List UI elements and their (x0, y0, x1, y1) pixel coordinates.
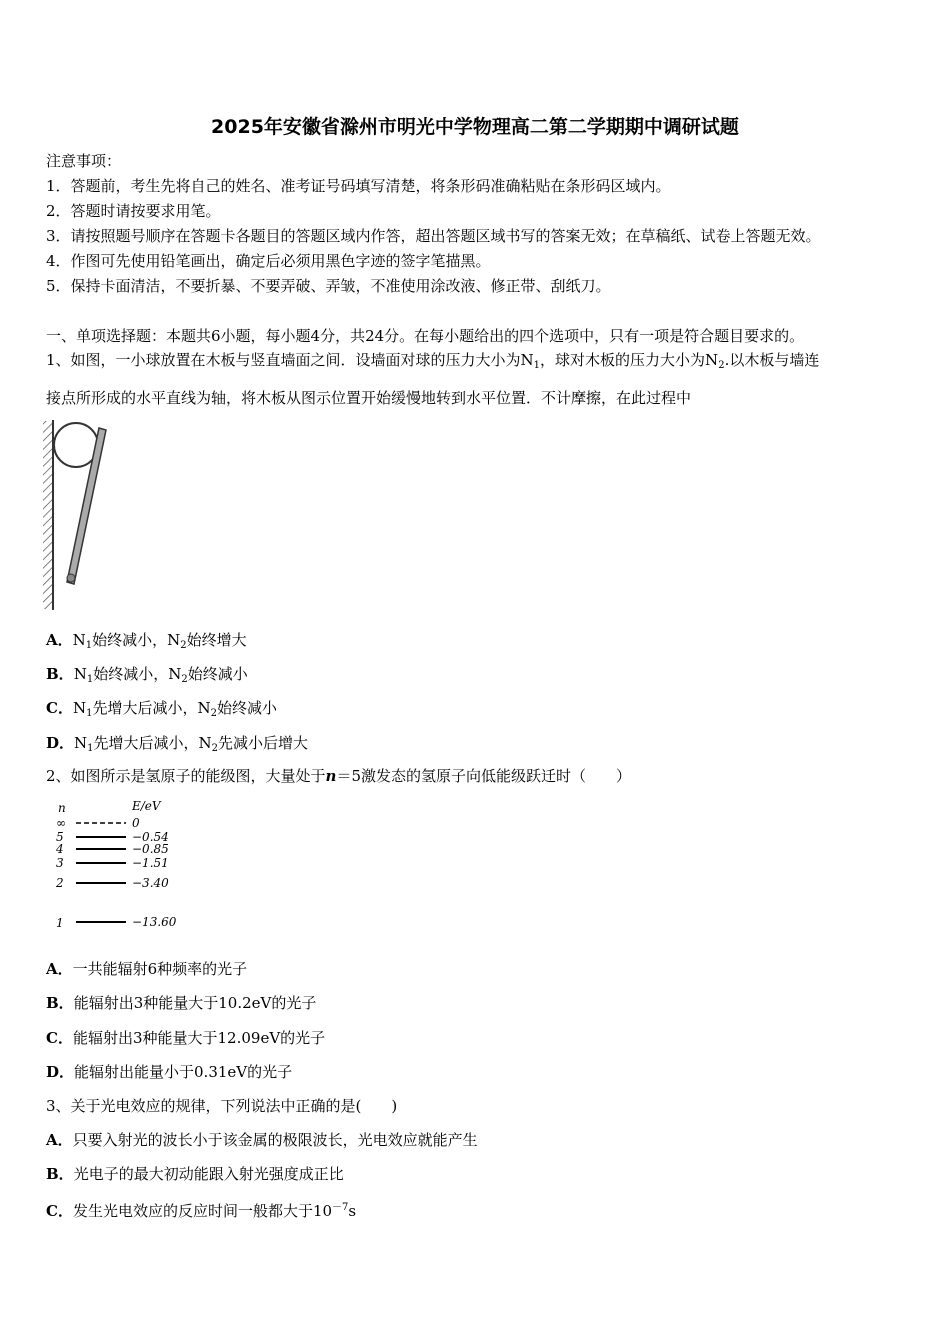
q3-option[interactable]: B．光电子的最大初动能跟入射光强度成正比 (46, 1165, 344, 1183)
energy-axis-label: E/eV (132, 799, 161, 813)
section-heading: 一、单项选择题：本题共6小题，每小题4分，共24分。在每小题给出的四个选项中，只有一项是符合题目要求的。 (46, 327, 805, 345)
svg-text:−3.40: −3.40 (132, 876, 169, 890)
q1-ball-board-figure (40, 418, 115, 613)
level-row (55, 842, 169, 856)
notice-heading: 注意事项： (46, 152, 122, 170)
energy-level-diagram (48, 796, 198, 936)
q2-option[interactable]: C．能辐射出3种能量大于12.09eV的光子 (46, 1029, 326, 1047)
svg-text:5: 5 (56, 830, 64, 844)
svg-text:−13.60: −13.60 (132, 915, 177, 929)
q1-stem-line1: 1、如图，一小球放置在木板与竖直墙面之间．设墙面对球的压力大小为$N_1$，球对木板的压力大小为$N_2$.以木板与墙连 (46, 351, 820, 371)
q3-stem: 3、关于光电效应的规律，下列说法中正确的是( ) (46, 1097, 398, 1115)
svg-text:2: 2 (56, 876, 64, 890)
svg-text:3: 3 (56, 856, 64, 870)
level-row (56, 856, 169, 870)
level-row (56, 915, 177, 930)
q3-option[interactable]: A．只要入射光的波长小于该金属的极限波长，光电效应就能产生 (46, 1131, 478, 1149)
q3-option[interactable]: C．发生光电效应的反应时间一般都大于$10^{-7}s$ (46, 1202, 357, 1220)
page-title: 2025年安徽省滁州市明光中学物理高二第二学期期中调研试题 (211, 116, 739, 138)
q2-option[interactable]: D．能辐射出能量小于0.31eV的光子 (46, 1063, 293, 1081)
q2-stem: 2、如图所示是氢原子的能级图，大量处于n＝5激发态的氢原子向低能级跃迁时（ ） (46, 767, 631, 785)
notice-item: 3．请按照题号顺序在答题卡各题目的答题区域内作答，超出答题区域书写的答案无效；在草稿纸、试卷上答题无效。 (46, 227, 821, 245)
q1-option[interactable]: B．$N_1$始终减小，$N_2$始终减小 (46, 665, 248, 685)
pivot (67, 574, 75, 582)
q1-option[interactable]: C．$N_1$先增大后减小，$N_2$始终减小 (46, 699, 277, 719)
svg-text:∞: ∞ (56, 816, 66, 830)
n-axis-label: n (58, 801, 66, 815)
svg-text:4: 4 (56, 842, 64, 856)
q1-stem-line2: 接点所形成的水平直线为轴，将木板从图示位置开始缓慢地转到水平位置．不计摩擦，在此过程中 (46, 389, 692, 407)
level-row (55, 876, 169, 890)
svg-text:1: 1 (56, 916, 64, 930)
q2-option[interactable]: B．能辐射出3种能量大于10.2eV的光子 (46, 994, 317, 1012)
svg-text:−0.54: −0.54 (132, 830, 169, 844)
svg-text:−0.85: −0.85 (132, 842, 169, 856)
q1-option[interactable]: D．$N_1$先增大后减小，$N_2$先减小后增大 (46, 734, 309, 754)
notice-item: 1．答题前，考生先将自己的姓名、准考证号码填写清楚，将条形码准确粘贴在条形码区域内。 (46, 177, 671, 195)
level-row (56, 816, 140, 830)
svg-text:−1.51: −1.51 (132, 856, 169, 870)
q2-option[interactable]: A．一共能辐射6种频率的光子 (46, 960, 248, 978)
notice-item: 2．答题时请按要求用笔。 (46, 202, 221, 220)
notice-item: 5．保持卡面清洁，不要折暴、不要弄破、弄皱，不准使用涂改液、修正带、刮纸刀。 (46, 277, 611, 295)
notice-item: 4．作图可先使用铅笔画出，确定后必须用黑色字迹的签字笔描黑。 (46, 252, 491, 270)
wall-hatch (43, 421, 52, 609)
ball (54, 423, 98, 467)
svg-text:0: 0 (132, 816, 140, 830)
q1-option[interactable]: A．$N_1$始终减小，$N_2$始终增大 (46, 631, 247, 651)
